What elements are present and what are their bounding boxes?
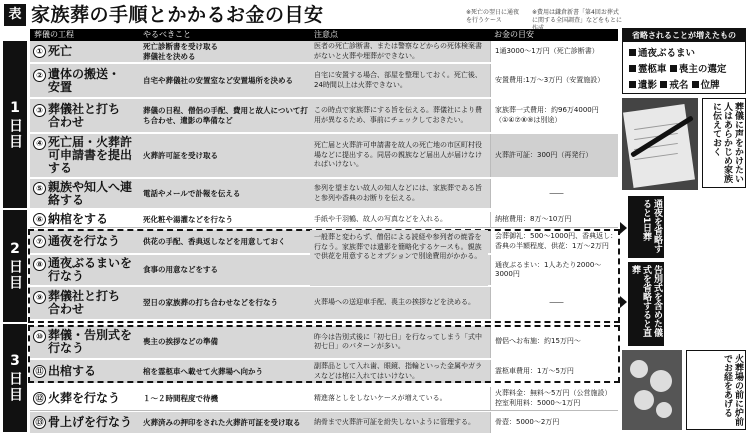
step-name: 葬儀社と打ち合わせ (48, 101, 121, 129)
step-number: ⑥ (33, 213, 46, 226)
table-row (30, 179, 618, 209)
document-photo (622, 98, 698, 190)
title-note: ※費用は鎌倉新書「第4回お葬式に関する全国調査」などをもとに (532, 9, 623, 24)
skip-wake-note: 通夜を省略すると1日葬 (628, 196, 664, 258)
cost-cell: ―― (490, 179, 618, 208)
omitted-item: 霊柩車 喪主の選定 (629, 61, 726, 75)
step-name: 納棺をする (48, 212, 109, 226)
step-number: ⑧ (33, 258, 46, 271)
todo-cell: 供花の手配、香典返しなどを用意しておく (143, 236, 286, 246)
table-row (30, 99, 618, 133)
step-number: ⑬ (33, 416, 46, 429)
todo-cell: １～２時間程度で待機 (143, 393, 218, 403)
header-process: 葬儀の工程 (34, 30, 74, 39)
cost-cell: 安置費用:1万～3万円（安置施設） (490, 64, 618, 97)
step-name: 通夜を行なう (48, 234, 121, 248)
step-number: ① (33, 45, 46, 58)
step-name: 死亡届・火葬許可申請書を提出する (48, 135, 133, 175)
table-row (30, 387, 618, 411)
step-name: 通夜ぶるまいを行なう (48, 256, 133, 283)
todo-cell: 火葬済みの押印をされた火葬許可証を受け取る (143, 417, 301, 427)
omitted-item: 通夜ぶるまい (629, 45, 695, 59)
arrow-icon (620, 296, 627, 308)
step-number: ⑫ (33, 392, 46, 405)
cost-cell: 骨壺：5000～2万円 (490, 412, 618, 433)
note-cell: 死亡届と火葬許可申請書を故人の死亡地の市区町村役場などに提出する。同居の親族など届出人が届けなければいけない。 (314, 141, 482, 169)
omitted-items-box (622, 28, 746, 94)
cost-cell: 会葬御礼：500～1000円、香典返し：香典の半額程度、供花：1万～2万円 (490, 230, 618, 253)
direct-cremation-box (28, 325, 620, 383)
todo-cell: 死亡診断書を受け取る 葬儀社を決める (143, 41, 218, 61)
todo-cell: 自宅や葬儀社の安置室など安置場所を決める (143, 75, 293, 85)
note-cell: 副葬品として入れ歯、眼鏡、指輪といった金属やガラスなどは棺に入れてはいけない。 (314, 362, 482, 380)
note-cell: 自宅に安置する場合、部屋を整理しておく。死亡後、24時間以上は火葬できない。 (314, 71, 482, 89)
step-name: 火葬を行なう (48, 391, 121, 405)
note-cell: 昨今は告別式後に「初七日」を行なってしまう「式中初七日」のパターンが多い。 (314, 332, 482, 350)
step-name: 死亡 (48, 44, 73, 58)
day-1-label: 1日目 (3, 41, 27, 208)
cremation-note: 火葬場の前に炉前でお経をあげる (686, 350, 746, 430)
title-note: ※死亡の翌日に通夜を行うケース (466, 9, 520, 24)
todo-cell: 翌日の家族葬の打ち合わせなどを行なう (143, 298, 278, 307)
step-number: ⑦ (33, 235, 46, 248)
step-number: ⑪ (33, 365, 46, 378)
cost-cell: ―― (490, 287, 618, 319)
header-todo: やるべきこと (143, 30, 191, 39)
step-number: ③ (33, 104, 46, 117)
arrow-icon (620, 222, 627, 234)
day-3-label: 3日目 (3, 324, 27, 432)
todo-cell: 死化粧や湯灌などを行なう (143, 214, 233, 224)
step-number: ② (33, 69, 46, 82)
cost-cell: 1通3000～1万円（死亡診断書） (490, 41, 618, 62)
title-badge: 表 (4, 4, 26, 26)
cost-cell: 家族葬一式費用：約96万4000円 （①④⑦⑧⑨は別途） (490, 99, 618, 132)
note-cell: 参列を望まない故人の知人などには、家族葬である旨と参列や香典のお断りを伝える。 (314, 184, 482, 202)
table-row (30, 412, 618, 434)
todo-cell: 棺を霊柩車へ載せて火葬場へ向かう (143, 366, 263, 376)
note-cell: 手紙や千羽鶴、故人の写真などを入れる。 (314, 214, 447, 223)
omitted-items-header: 省略されることが増えたもの (623, 29, 745, 42)
step-number: ④ (33, 137, 46, 150)
note-cell: 火葬場への送迎車手配、喪主の挨拶などを決める。 (314, 298, 475, 307)
note-cell: 納骨まで火葬許可証を紛失しないように管理する。 (314, 417, 475, 426)
step-name: 親族や知人へ連絡する (48, 179, 133, 207)
table-row (30, 212, 618, 228)
note-cell: 一般葬と変わらず、僧侶による読経や参列者の焼香を行なう。家族葬では遺影を簡略化するケースも。親族で供花を用意するとオプションで別途費用がかかる。 (310, 230, 488, 286)
cost-cell: 納棺費用：8万～10万円 (490, 212, 618, 227)
table-row (30, 64, 618, 98)
step-number: ⑤ (33, 182, 46, 195)
table-header (30, 29, 618, 41)
todo-cell: 電話やメールで訃報を伝える (143, 188, 241, 198)
step-name: 骨上げを行なう (48, 415, 133, 429)
step-name: 葬儀社と打ち合わせ (48, 289, 121, 316)
step-name: 葬儀・告別式を行なう (48, 328, 133, 355)
step-number: ⑨ (33, 291, 46, 304)
title-bar (4, 3, 746, 29)
step-number: ⑩ (33, 330, 46, 343)
family-note: 葬儀に声をかけたい人はあらかじめ家族に伝えておく (702, 98, 746, 188)
note-cell: 医者の死亡診断書、または警察などからの死体検案書がないと火葬や埋葬ができない。 (314, 42, 482, 60)
todo-cell: 食事の用意などをする (143, 265, 218, 274)
header-notes: 注意点 (314, 30, 338, 39)
day-2-label: 2日目 (3, 210, 27, 322)
step-name: 出棺する (48, 364, 97, 378)
note-cell: 精進落としをしないケースが増えている。 (314, 393, 447, 402)
cost-cell: 霊柩車費用：1万～5万円 (490, 360, 618, 383)
cost-cell: 通夜ぶるまい：1人あたり2000～3000円 (490, 255, 618, 285)
table-row (30, 41, 618, 63)
cost-cell: 僧侶へお布施：約15万円～ (490, 326, 618, 358)
todo-cell: 葬儀の日程、僧侶の手配、費用と故人について打ち合わせ、遺影の準備など (143, 105, 308, 125)
todo-cell: 喪主の挨拶などの準備 (143, 337, 218, 346)
cost-cell: 火葬料金：無料～5万円（公営施設） 控室利用料：5000～1万円 (490, 387, 618, 410)
page-title: 家族葬の手順とかかるお金の目安 (31, 4, 324, 26)
header-cost: お金の目安 (494, 30, 534, 39)
flower-photo (622, 350, 682, 430)
todo-cell: 火葬許可証を受け取る (143, 150, 218, 160)
step-name: 遺体の搬送・安置 (48, 66, 121, 94)
table-row (30, 134, 618, 178)
cost-cell: 火葬許可証：300円（再発行） (490, 134, 618, 177)
direct-cremation-note: 告別式を含めた儀式を省略すると直葬 (628, 262, 664, 346)
note-cell: この時点で家族葬にする旨を伝える。葬儀社により費用が異なるため、事前にチェックしておきたい。 (314, 106, 482, 124)
omitted-item: 遺影 戒名 位牌 (629, 77, 720, 91)
